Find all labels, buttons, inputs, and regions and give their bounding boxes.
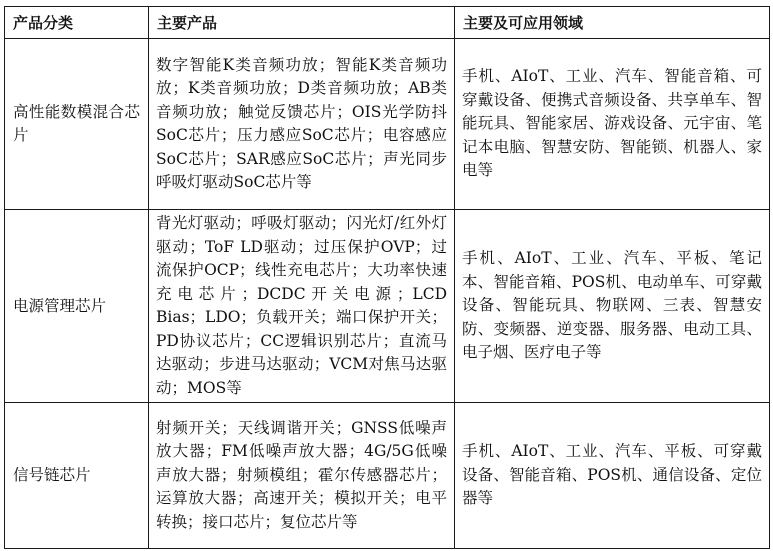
cell-products: 数字智能K类音频功放；智能K类音频功放；K类音频功放；D类音频功放；AB类音频功放；触觉反馈芯片；OIS光学防抖SoC芯片；压力感应SoC芯片；电容感应SoC芯片；SAR感应SoC芯片；声光同步呼吸灯驱动SoC芯片等 (149, 39, 455, 210)
table-row (5, 210, 770, 403)
cell-category: 电源管理芯片 (5, 210, 149, 403)
cell-products: 射频开关；天线调谐开关；GNSS低噪声放大器；FM低噪声放大器；4G/5G低噪声放大器；射频模组；霍尔传感器芯片；运算放大器；高速开关；模拟开关；电平转换；接口芯片；复位芯片等 (149, 403, 455, 549)
cell-applications: 手机、AIoT、工业、汽车、平板、笔记本、智能音箱、POS机、电动单车、可穿戴设备、智能玩具、物联网、三表、智慧安防、变频器、逆变器、服务器、电动工具、电子烟、医疗电子等 (455, 210, 770, 403)
product-table (4, 6, 770, 549)
table-header-row (5, 7, 770, 39)
cell-applications: 手机、AIoT、工业、汽车、智能音箱、可穿戴设备、便携式音频设备、共享单车、智能玩具、智能家居、游戏设备、元宇宙、笔记本电脑、智慧安防、智能锁、机器人、家电等 (455, 39, 770, 210)
header-category: 产品分类 (5, 7, 149, 39)
table-row (5, 403, 770, 549)
table-caption-top (4, 0, 769, 3)
cell-category: 高性能数模混合芯片 (5, 39, 149, 210)
header-applications: 主要及可应用领域 (455, 7, 770, 39)
cell-category: 信号链芯片 (5, 403, 149, 549)
cell-products: 背光灯驱动；呼吸灯驱动；闪光灯/红外灯驱动；ToF LD驱动；过压保护OVP；过流保护OCP；线性充电芯片；大功率快速充电芯片；DCDC开关电源；LCD Bias；LDO；负载开关；端口保护开关；PD协议芯片；CC逻辑识别芯片；直流马达驱动；步进马达驱动；VCM对焦马达驱动；MOS等 (149, 210, 455, 403)
table-row (5, 39, 770, 210)
cell-applications: 手机、AIoT、工业、汽车、平板、可穿戴设备、智能音箱、POS机、通信设备、定位器等 (455, 403, 770, 549)
header-products: 主要产品 (149, 7, 455, 39)
table-caption-bottom (4, 541, 769, 551)
